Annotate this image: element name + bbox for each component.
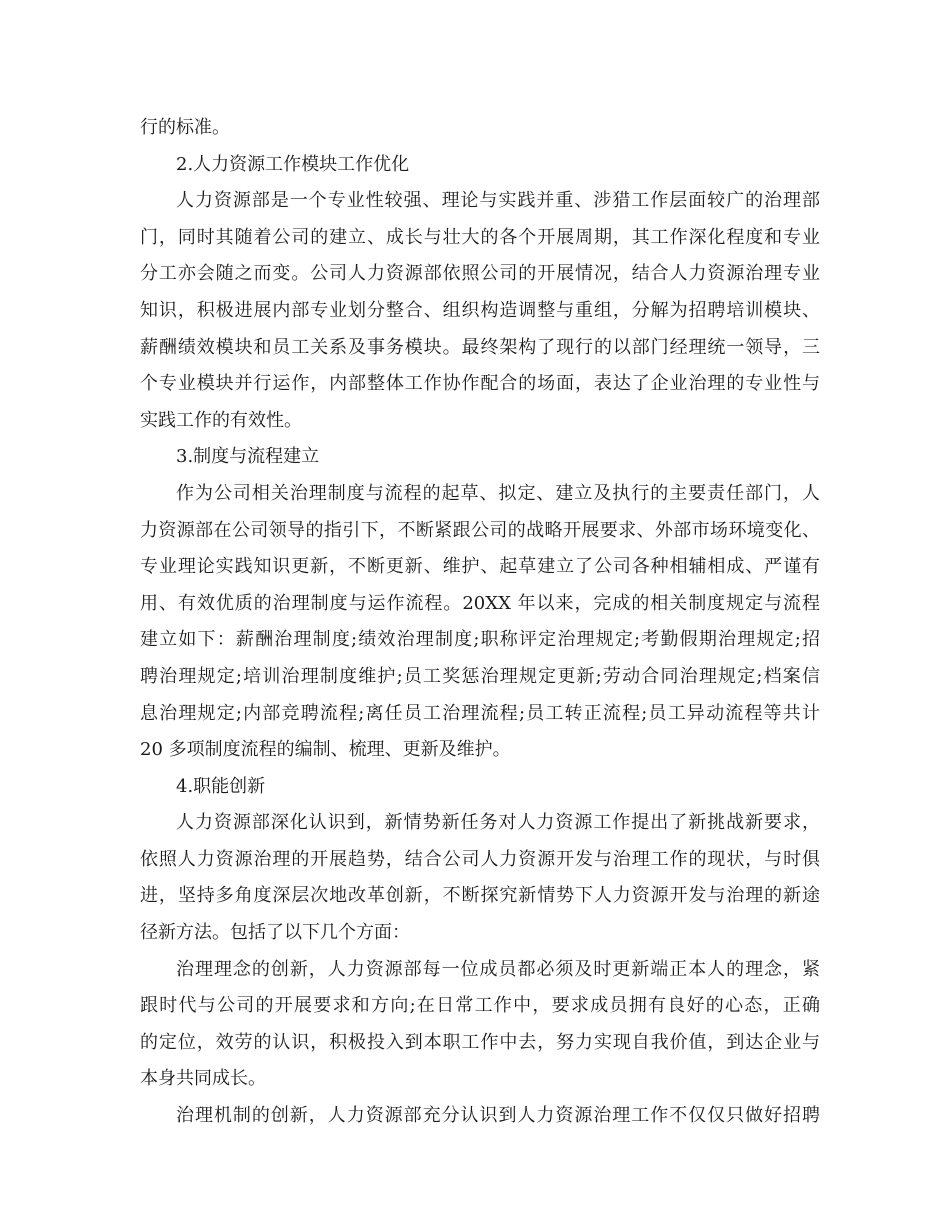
text-line: 人力资源部深化认识到，新情势新任务对人力资源工作提出了新挑战新要求，	[176, 812, 820, 834]
text-line: 进，坚持多角度深层次地改革创新，不断探究新情势下人力资源开发与治理的新途	[140, 885, 820, 907]
text-line: 专业理论实践知识更新，不断更新、维护、起草建立了公司各种相辅相成、严谨有	[140, 556, 820, 578]
text-line: 依照人力资源治理的开展趋势，结合公司人力资源开发与治理工作的现状，与时俱	[140, 848, 820, 870]
text-line: 力资源部在公司领导的指引下，不断紧跟公司的战略开展要求、外部市场环境变化、	[140, 519, 820, 541]
text-line: 治理机制的创新，人力资源部充分认识到人力资源治理工作不仅仅只做好招聘	[176, 1105, 820, 1127]
text-line: 的定位，效劳的认识，积极投入到本职工作中去，努力实现自我价值，到达企业与	[140, 1031, 820, 1053]
text-line: 知识，积极进展内部专业划分整合、组织构造调整与重组，分解为招聘培训模块、	[140, 299, 820, 321]
text-line: 息治理规定;内部竞聘流程;离任员工治理流程;员工转正流程;员工异动流程等共计	[140, 702, 820, 724]
text-line: 分工亦会随之而变。公司人力资源部依照公司的开展情况，结合人力资源治理专业	[140, 263, 820, 285]
text-line: 作为公司相关治理制度与流程的起草、拟定、建立及执行的主要责任部门，人	[176, 482, 820, 504]
text-line: 2.人力资源工作模块工作优化	[176, 153, 410, 175]
text-line: 门，同时其随着公司的建立、成长与壮大的各个开展周期，其工作深化程度和专业	[140, 226, 820, 248]
text-line: 建立如下：薪酬治理制度;绩效治理制度;职称评定治理规定;考勤假期治理规定;招	[140, 629, 820, 651]
text-line: 实践工作的有效性。	[140, 409, 302, 431]
text-line: 薪酬绩效模块和员工关系及事务模块。最终架构了现行的以部门经理统一领导，三	[140, 336, 820, 358]
text-line: 聘治理规定;培训治理制度维护;员工奖惩治理规定更新;劳动合同治理规定;档案信	[140, 665, 820, 687]
text-line: 行的标准。	[140, 117, 230, 138]
text-line: 治理理念的创新，人力资源部每一位成员都必须及时更新端正本人的理念，紧	[176, 958, 820, 980]
document-body	[140, 110, 820, 1135]
text-line: 人力资源部是一个专业性较强、理论与实践并重、涉猎工作层面较广的治理部	[176, 190, 820, 212]
text-line: 3.制度与流程建立	[176, 446, 320, 468]
text-line: 径新方法。包括了以下几个方面：	[140, 922, 410, 944]
text-line: 个专业模块并行运作，内部整体工作协作配合的场面，表达了企业治理的专业性与	[140, 373, 820, 395]
text-line: 用、有效优质的治理制度与运作流程。20XX 年以来，完成的相关制度规定与流程	[140, 592, 820, 614]
text-line: 跟时代与公司的开展要求和方向;在日常工作中，要求成员拥有良好的心态，正确	[140, 995, 820, 1017]
text-line: 20 多项制度流程的编制、梳理、更新及维护。	[140, 739, 511, 761]
text-line: 本身共同成长。	[140, 1068, 266, 1090]
text-line: 4.职能创新	[176, 775, 266, 797]
